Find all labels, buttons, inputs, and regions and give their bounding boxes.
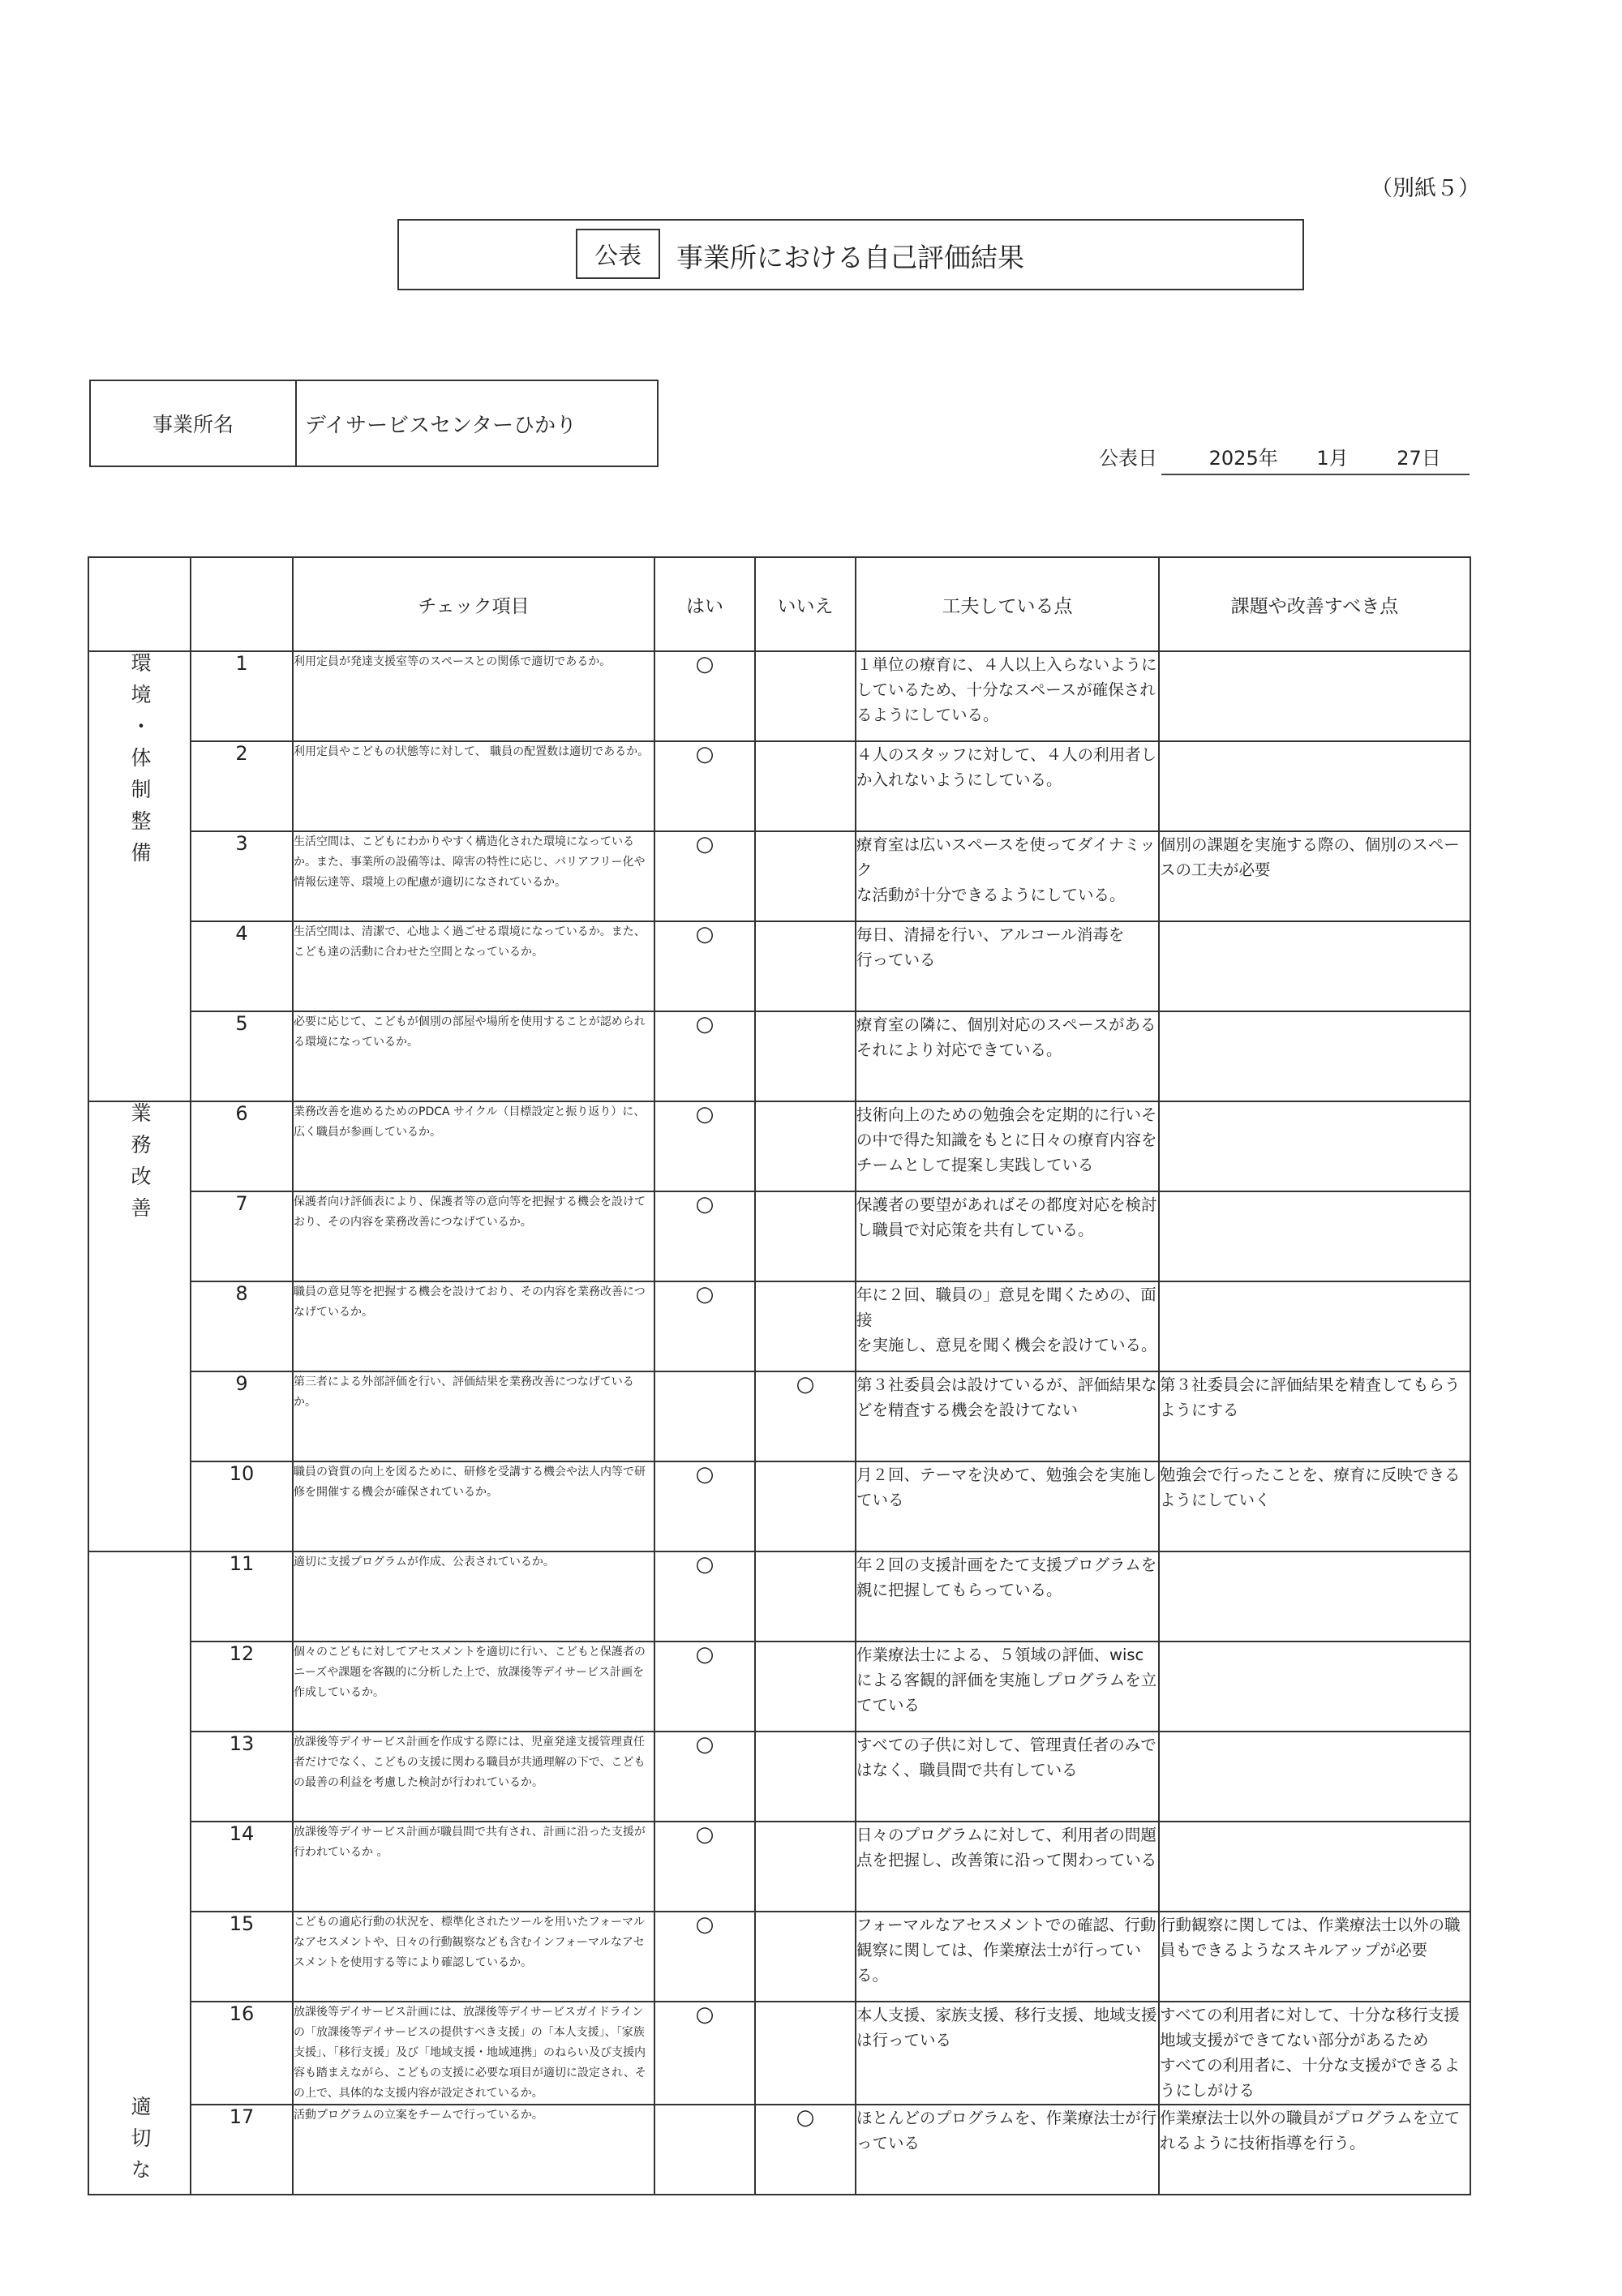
effort-text: 療育室は広いスペースを使ってダイナミック な活動が十分できるようにしている。 <box>856 831 1159 921</box>
table-row <box>88 1461 1470 1551</box>
no-mark <box>755 741 856 831</box>
check-item-text: こどもの適応行動の状況を、標準化されたツールを用いたフォーマルなアセスメントや、日々の行動観察なども含むインフォーマルなアセスメントを使用する等により確認しているか。 <box>293 1912 654 2002</box>
publication-month: 1月 <box>1316 447 1349 470</box>
item-number: 16 <box>191 2002 293 2105</box>
check-item-text: 放課後等デイサービス計画が職員間で共有され、計画に沿った支援が行われているか 。 <box>293 1822 654 1912</box>
yes-mark: ○ <box>654 1822 755 1912</box>
check-item-text: 必要に応じて、こどもが個別の部屋や場所を使用することが認められる環境になっているか。 <box>293 1011 654 1101</box>
effort-text: ほとんどのプログラムを、作業療法士が行っている <box>856 2105 1159 2195</box>
effort-text: 年に２回、職員の」意見を聞くための、面接 を実施し、意見を聞く機会を設けている。 <box>856 1281 1159 1371</box>
no-mark <box>755 1461 856 1551</box>
header-category <box>88 557 191 651</box>
check-item-text: 適切に支援プログラムが作成、公表されているか。 <box>293 1551 654 1642</box>
publication-date <box>1099 442 1456 470</box>
table-row <box>88 1371 1470 1461</box>
item-number: 13 <box>191 1732 293 1822</box>
check-item-text: 職員の資質の向上を図るために、研修を受講する機会や法人内等で研修を開催する機会が確保されているか。 <box>293 1461 654 1551</box>
issue-text <box>1159 921 1470 1011</box>
category-cell <box>88 1551 191 2195</box>
no-mark <box>755 651 856 741</box>
item-number: 10 <box>191 1461 293 1551</box>
category-label: 業務改善 <box>128 1102 152 1229</box>
no-mark <box>755 1642 856 1732</box>
no-mark <box>755 1822 856 1912</box>
header-issue: 課題や改善すべき点 <box>1159 557 1470 651</box>
attachment-note: （別紙５） <box>1371 176 1480 201</box>
issue-text <box>1159 1191 1470 1281</box>
check-item-text: 放課後等デイサービス計画を作成する際には、児童発達支援管理責任者だけでなく、こどもの支援に関わる職員が共通理解の下で、こどもの最善の利益を考慮した検討が行われているか。 <box>293 1732 654 1822</box>
check-item-text: 個々のこどもに対してアセスメントを適切に行い、こどもと保護者のニーズや課題を客観的に分析した上で、放課後等デイサービス計画を作成しているか。 <box>293 1642 654 1732</box>
effort-text: 日々のプログラムに対して、利用者の問題点を把握し、改善策に沿って関わっている <box>856 1822 1159 1912</box>
yes-mark: ○ <box>654 2002 755 2105</box>
issue-text <box>1159 1551 1470 1642</box>
effort-text: 技術向上のための勉強会を定期的に行いその中で得た知識をもとに日々の療育内容をチームとして提案し実践している <box>856 1101 1159 1191</box>
issue-text: 行動観察に関しては、作業療法士以外の職員もできるようなスキルアップが必要 <box>1159 1912 1470 2002</box>
item-number: 4 <box>191 921 293 1011</box>
public-tag: 公表 <box>576 229 660 279</box>
item-number: 8 <box>191 1281 293 1371</box>
check-item-text: 利用定員やこどもの状態等に対して、 職員の配置数は適切であるか。 <box>293 741 654 831</box>
category-cell <box>88 651 191 1101</box>
table-row <box>88 831 1470 921</box>
yes-mark <box>654 2105 755 2195</box>
yes-mark: ○ <box>654 1101 755 1191</box>
effort-text: すべての子供に対して、管理責任者のみではなく、職員間で共有している <box>856 1732 1159 1822</box>
yes-mark: ○ <box>654 1011 755 1101</box>
header-check-item: チェック項目 <box>293 557 654 651</box>
header-yes: はい <box>654 557 755 651</box>
table-header-row <box>88 557 1470 651</box>
check-item-text: 保護者向け評価表により、保護者等の意向等を把握する機会を設けており、その内容を業務改善につなげているか。 <box>293 1191 654 1281</box>
no-mark <box>755 1191 856 1281</box>
issue-text: 個別の課題を実施する際の、個別のスペースの工夫が必要 <box>1159 831 1470 921</box>
item-number: 14 <box>191 1822 293 1912</box>
effort-text: フォーマルなアセスメントでの確認、行動観察に関しては、作業療法士が行っている。 <box>856 1912 1159 2002</box>
effort-text: 本人支援、家族支援、移行支援、地域支援は行っている <box>856 2002 1159 2105</box>
yes-mark: ○ <box>654 1732 755 1822</box>
effort-text: 保護者の要望があればその都度対応を検討し職員で対応策を共有している。 <box>856 1191 1159 1281</box>
table-row <box>88 921 1470 1011</box>
check-item-text: 利用定員が発達支援室等のスペースとの関係で適切であるか。 <box>293 651 654 741</box>
check-item-text: 生活空間は、こどもにわかりやすく構造化された環境になっているか。また、事業所の設備等は、障害の特性に応じ、バリアフリー化や情報伝達等、環境上の配慮が適切になされているか。 <box>293 831 654 921</box>
category-label: 適切な <box>128 2096 152 2191</box>
no-mark <box>755 1011 856 1101</box>
office-box <box>89 380 659 467</box>
issue-text <box>1159 1642 1470 1732</box>
check-item-text: 第三者による外部評価を行い、評価結果を業務改善につなげているか。 <box>293 1371 654 1461</box>
yes-mark: ○ <box>654 1191 755 1281</box>
no-mark: ○ <box>755 2105 856 2195</box>
no-mark <box>755 1551 856 1642</box>
publication-label: 公表日 <box>1099 447 1157 470</box>
page-title: 事業所における自己評価結果 <box>676 242 1024 273</box>
header-no: いいえ <box>755 557 856 651</box>
yes-mark: ○ <box>654 831 755 921</box>
table-row <box>88 1732 1470 1822</box>
check-item-text: 活動プログラムの立案をチームで行っているか。 <box>293 2105 654 2195</box>
yes-mark: ○ <box>654 921 755 1011</box>
issue-text <box>1159 651 1470 741</box>
yes-mark: ○ <box>654 741 755 831</box>
table-row <box>88 1281 1470 1371</box>
item-number: 6 <box>191 1101 293 1191</box>
item-number: 9 <box>191 1371 293 1461</box>
effort-text: 年２回の支援計画をたて支援プログラムを親に把握してもらっている。 <box>856 1551 1159 1642</box>
table-row <box>88 2105 1470 2195</box>
no-mark <box>755 1732 856 1822</box>
check-item-text: 業務改善を進めるためのPDCA サイクル（目標設定と振り返り）に、広く職員が参画しているか。 <box>293 1101 654 1191</box>
table-row <box>88 2002 1470 2105</box>
yes-mark <box>654 1371 755 1461</box>
publication-date-underline <box>1161 474 1470 475</box>
issue-text: すべての利用者に対して、十分な移行支援 地域支援ができてない部分があるため すべての利用者に、十分な支援ができるようにしがける <box>1159 2002 1470 2105</box>
table-row <box>88 1101 1470 1191</box>
effort-text: 療育室の隣に、個別対応のスペースがある それにより対応できている。 <box>856 1011 1159 1101</box>
issue-text: 勉強会で行ったことを、療育に反映できるようにしていく <box>1159 1461 1470 1551</box>
issue-text <box>1159 1732 1470 1822</box>
check-item-text: 生活空間は、清潔で、心地よく過ごせる環境になっているか。また、こども達の活動に合わせた空間となっているか。 <box>293 921 654 1011</box>
no-mark <box>755 1912 856 2002</box>
yes-mark: ○ <box>654 651 755 741</box>
yes-mark: ○ <box>654 1461 755 1551</box>
effort-text: 毎日、清掃を行い、アルコール消毒を 行っている <box>856 921 1159 1011</box>
item-number: 12 <box>191 1642 293 1732</box>
no-mark <box>755 831 856 921</box>
table-row <box>88 651 1470 741</box>
item-number: 1 <box>191 651 293 741</box>
yes-mark: ○ <box>654 1281 755 1371</box>
item-number: 2 <box>191 741 293 831</box>
item-number: 3 <box>191 831 293 921</box>
issue-text <box>1159 1281 1470 1371</box>
yes-mark: ○ <box>654 1912 755 2002</box>
no-mark <box>755 2002 856 2105</box>
evaluation-table <box>88 556 1471 2195</box>
header-number <box>191 557 293 651</box>
effort-text: １単位の療育に、４人以上入らないようにしているため、十分なスペースが確保されるようにしている。 <box>856 651 1159 741</box>
item-number: 7 <box>191 1191 293 1281</box>
item-number: 5 <box>191 1011 293 1101</box>
yes-mark: ○ <box>654 1642 755 1732</box>
issue-text: 作業療法士以外の職員がプログラムを立てれるように技術指導を行う。 <box>1159 2105 1470 2195</box>
no-mark <box>755 1101 856 1191</box>
category-cell <box>88 1101 191 1551</box>
issue-text <box>1159 1101 1470 1191</box>
category-label: 環境・体制整備 <box>128 652 152 873</box>
table-row <box>88 1912 1470 2002</box>
check-item-text: 職員の意見等を把握する機会を設けており、その内容を業務改善につなげているか。 <box>293 1281 654 1371</box>
effort-text: 月２回、テーマを決めて、勉強会を実施している <box>856 1461 1159 1551</box>
item-number: 11 <box>191 1551 293 1642</box>
office-name: デイサービスセンターひかり <box>305 413 577 438</box>
issue-text: 第３社委員会に評価結果を精査してもらうようにする <box>1159 1371 1470 1461</box>
item-number: 17 <box>191 2105 293 2195</box>
no-mark <box>755 1281 856 1371</box>
table-row <box>88 1191 1470 1281</box>
issue-text <box>1159 741 1470 831</box>
table-row <box>88 1822 1470 1912</box>
issue-text <box>1159 1822 1470 1912</box>
header-effort: 工夫している点 <box>856 557 1159 651</box>
effort-text: ４人のスタッフに対して、４人の利用者しか入れないようにしている。 <box>856 741 1159 831</box>
no-mark <box>755 921 856 1011</box>
no-mark: ○ <box>755 1371 856 1461</box>
issue-text <box>1159 1011 1470 1101</box>
title-box <box>397 219 1304 290</box>
office-label: 事業所名 <box>91 381 297 466</box>
table-row <box>88 1642 1470 1732</box>
effort-text: 第３社委員会は設けているが、評価結果などを精査する機会を設けてない <box>856 1371 1159 1461</box>
table-row <box>88 1011 1470 1101</box>
table-row <box>88 1551 1470 1642</box>
effort-text: 作業療法士による、５領域の評価、wiscによる客観的評価を実施しプログラムを立てている <box>856 1642 1159 1732</box>
publication-year: 2025年 <box>1208 447 1278 470</box>
publication-day: 27日 <box>1397 447 1441 470</box>
item-number: 15 <box>191 1912 293 2002</box>
check-item-text: 放課後等デイサービス計画には、放課後等デイサービスガイドラインの「放課後等デイサービスの提供すべき支援」の「本人支援」、「家族支援」、「移行支援」及び「地域支援・地域連携」のねらい及び支援内容も踏まえながら、こどもの支援に必要な項目が適切に設定され、その上で、具体的な支援内容が設定されているか。 <box>293 2002 654 2105</box>
table-row <box>88 741 1470 831</box>
yes-mark: ○ <box>654 1551 755 1642</box>
